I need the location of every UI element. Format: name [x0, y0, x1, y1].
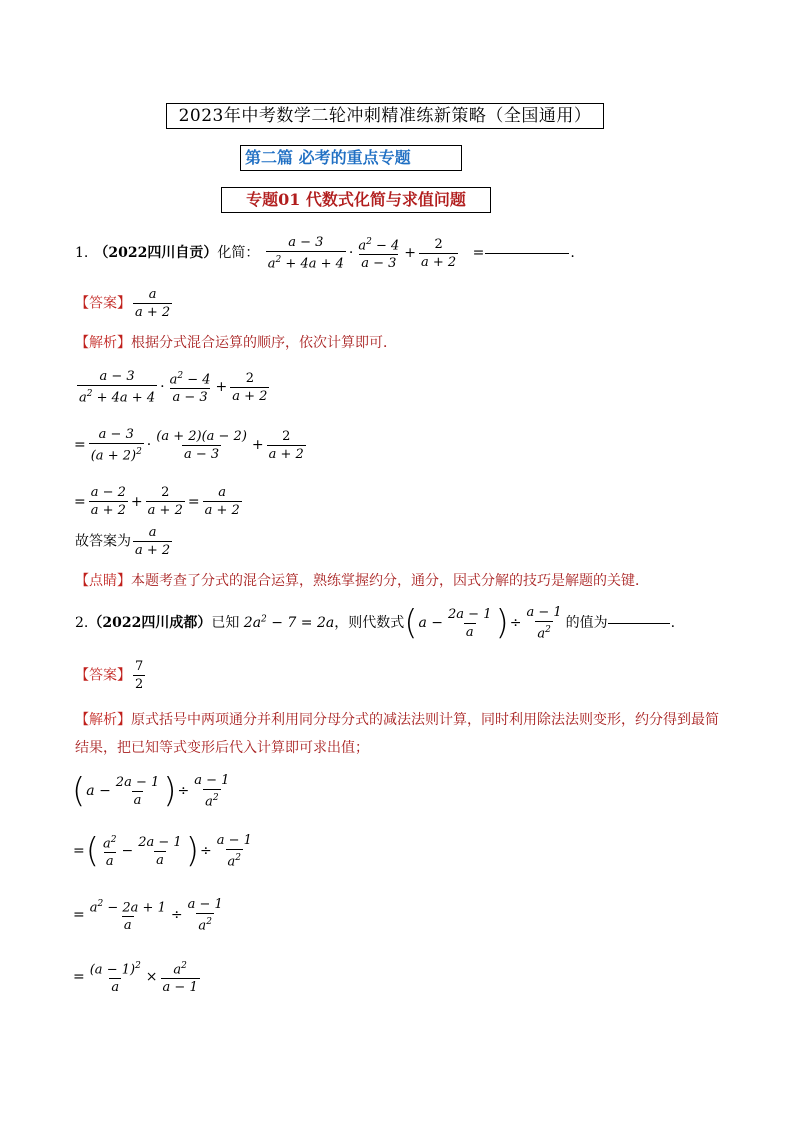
formula: $\frac{a - 1}{a^2}$	[187, 897, 223, 934]
topic-title: 专题01 代数式化简与求值问题	[221, 187, 491, 213]
question-source: （2022四川成都）	[88, 615, 212, 632]
formula: $\frac{2a - 1}{a}$	[138, 834, 182, 868]
formula: $\frac{a - 3}{a^2 + 4a + 4}$	[267, 235, 344, 272]
formula: $\frac{a^2}{a}$	[103, 835, 117, 870]
q1-analysis	[75, 332, 397, 352]
question-prompt: 化简：	[217, 245, 260, 262]
formula: $\frac{2a - 1}{a}$	[448, 606, 492, 640]
analysis-tag: 【解析】	[75, 712, 131, 728]
question-number: 1.	[75, 245, 89, 262]
formula: $\frac{2}{a + 2}$	[268, 428, 304, 462]
document-title: 2023年中考数学二轮冲刺精准练新策略（全国通用）	[166, 103, 604, 129]
formula: $\frac{a^2 - 2a + 1}{a}$	[89, 899, 166, 934]
q1-step-1: $\frac{a - 3}{a^2 + 4a + 4}$ · $\frac{a^2 - 4}{a - 3}$ + $\frac{2}{a + 2}$	[79, 369, 268, 406]
answer-tag: 【答案】	[75, 295, 131, 312]
question-number: 2.	[75, 615, 89, 632]
question-prompt: ，则代数式	[334, 615, 405, 632]
q2-step-3: = $\frac{a^2 - 2a + 1}{a}$ ÷ $\frac{a - 1}{a^2}$	[73, 897, 223, 934]
formula: $\frac{a}{a + 2}$	[204, 485, 240, 518]
formula: $\frac{a - 1}{a^2}$	[216, 833, 252, 870]
q2-step-1: (a − $\frac{2a - 1}{a}$ )÷ $\frac{a - 1}{a^2}$	[72, 771, 230, 812]
analysis-text: 根据分式混合运算的顺序，依次计算即可．	[131, 335, 397, 351]
q1-step-3: = $\frac{a - 2}{a + 2}$ + $\frac{2}{a + 2}$ = $\frac{a}{a + 2}$	[74, 485, 240, 518]
formula: $\frac{(a - 1)^2}{a}$	[89, 961, 141, 996]
formula: $\frac{7}{2}$	[135, 659, 144, 692]
formula: $\frac{a}{a + 2}$	[135, 287, 171, 320]
formula: $\frac{a^2}{a - 1}$	[162, 961, 198, 996]
formula: $\frac{(a + 2)(a - 2)}{a - 3}$	[156, 428, 247, 462]
tip-text: 本题考查了分式的混合运算，熟练掌握约分，通分，因式分解的技巧是解题的关键．	[131, 573, 649, 589]
question-prompt: 已知	[211, 615, 240, 632]
analysis-tag: 【解析】	[75, 335, 131, 351]
formula: $\frac{a^2 - 4}{a - 3}$	[358, 237, 400, 272]
question-2: 2.（2022四川成都）已知 $2a^2 - 7 = 2a$，则代数式(a − $\frac{2a - 1}{a}$ )÷ $\frac{a - 1}{a^2}$ 的值为 .	[75, 603, 676, 644]
part-title: 第二篇 必考的重点专题	[240, 145, 462, 171]
formula: $\frac{a - 3}{a^2 + 4a + 4}$	[79, 369, 156, 406]
formula: $\frac{2}{a + 2}$	[421, 236, 457, 270]
formula: $\frac{a}{a + 2}$	[135, 525, 171, 558]
q1-step-2: = $\frac{a - 3}{(a + 2)^2}$ · $\frac{(a + 2)(a - 2)}{a - 3}$ + $\frac{2}{a + 2}$	[74, 427, 304, 464]
formula: $\frac{2}{a + 2}$	[147, 485, 183, 518]
q2-step-2: =( $\frac{a^2}{a}$ − $\frac{2a - 1}{a}$ )÷ $\frac{a - 1}{a^2}$	[73, 831, 252, 872]
q2-answer	[75, 658, 147, 693]
answer-blank	[608, 623, 670, 624]
formula: $\frac{a^2 - 4}{a - 3}$	[169, 371, 211, 406]
q1-tip	[75, 570, 649, 590]
analysis-text: 结果，把已知等式变形后代入计算即可求出值；	[75, 740, 369, 756]
equation: $2a^2 - 7 = 2a$	[243, 614, 335, 632]
answer-tag: 【答案】	[75, 667, 131, 684]
q2-step-4: = $\frac{(a - 1)^2}{a}$ × $\frac{a^2}{a - 1}$	[72, 958, 202, 996]
formula: $\frac{a - 2}{a + 2}$	[90, 485, 126, 518]
question-source: （2022四川自贡）	[94, 245, 218, 262]
formula: $\frac{2}{a + 2}$	[232, 370, 268, 404]
formula: $\frac{a - 3}{(a + 2)^2}$	[90, 427, 142, 464]
answer-blank	[485, 253, 569, 254]
question-1: 1. （2022四川自贡）化简： $\frac{a - 3}{a^2 + 4a + 4}$ · $\frac{a^2 - 4}{a - 3}$ + $\frac{2}{a + 2}$ = .	[75, 235, 575, 272]
formula: $\frac{2a - 1}{a}$	[115, 774, 160, 808]
q1-conclusion	[75, 524, 174, 559]
q1-answer	[75, 286, 174, 321]
formula: $\frac{a - 1}{a^2}$	[526, 605, 562, 642]
formula: $\frac{a - 1}{a^2}$	[194, 773, 230, 810]
conclusion-text: 故答案为	[75, 533, 131, 550]
tip-tag: 【点睛】	[75, 573, 131, 589]
q2-analysis	[75, 706, 719, 762]
analysis-text: 原式括号中两项通分并利用同分母分式的减法法则计算，同时利用除法法则变形，约分得到最简	[131, 712, 719, 728]
question-prompt: 的值为	[565, 615, 608, 632]
